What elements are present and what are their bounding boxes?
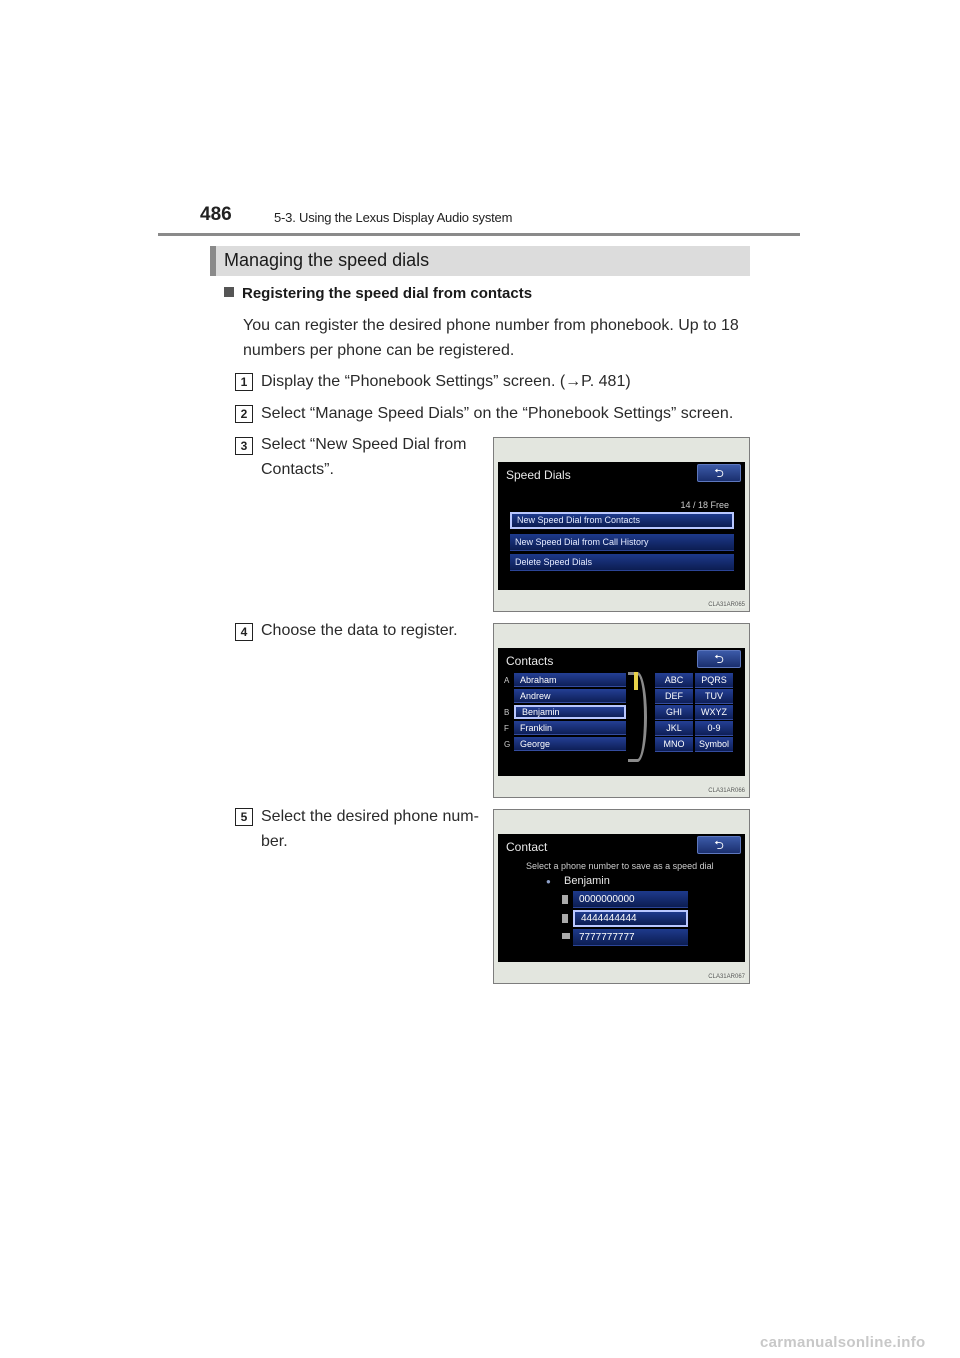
step-text-1: Display the “Phonebook Settings” screen. (→P. 481) bbox=[261, 373, 631, 390]
phone-number-mobile[interactable]: 0000000000 bbox=[573, 891, 688, 908]
instruction-text: Select a phone number to save as a speed dial bbox=[526, 861, 714, 871]
phone-number-home[interactable]: 7777777777 bbox=[573, 929, 688, 946]
person-icon: ● bbox=[546, 877, 551, 886]
step-text-3-line-2: Contacts”. bbox=[261, 461, 334, 478]
step-number-4: 4 bbox=[235, 623, 253, 641]
step-number-1: 1 bbox=[235, 373, 253, 391]
subheading-text: Registering the speed dial from contacts bbox=[242, 285, 533, 302]
step-number-5: 5 bbox=[235, 808, 253, 826]
contact-name: Benjamin bbox=[564, 875, 610, 887]
square-bullet-icon bbox=[224, 287, 234, 297]
index-letter[interactable]: G bbox=[504, 740, 511, 749]
page-number: 486 bbox=[200, 204, 232, 225]
index-key-mno[interactable]: MNO bbox=[655, 737, 693, 752]
new-speed-dial-from-call-history-button[interactable]: New Speed Dial from Call History bbox=[510, 534, 734, 551]
new-speed-dial-from-contacts-button[interactable]: New Speed Dial from Contacts bbox=[510, 512, 734, 529]
index-key-ghi[interactable]: GHI bbox=[655, 705, 693, 720]
speed-dials-title: Speed Dials bbox=[506, 468, 571, 482]
intro-line-2: numbers per phone can be registered. bbox=[243, 342, 515, 359]
contact-item-andrew[interactable]: Andrew bbox=[514, 689, 626, 703]
index-key-tuv[interactable]: TUV bbox=[695, 689, 733, 704]
index-key-abc[interactable]: ABC bbox=[655, 673, 693, 688]
index-key-0-9[interactable]: 0-9 bbox=[695, 721, 733, 736]
contact-display bbox=[498, 834, 745, 962]
step-text-5-line-2: ber. bbox=[261, 833, 288, 850]
index-letter[interactable]: A bbox=[504, 676, 510, 685]
scroll-handle[interactable] bbox=[634, 672, 638, 690]
phone-number-office[interactable]: 4444444444 bbox=[573, 910, 688, 927]
header-rule bbox=[158, 233, 800, 236]
contact-item-benjamin[interactable]: Benjamin bbox=[514, 705, 626, 719]
image-code: CLA31AR065 bbox=[708, 602, 745, 608]
step-text-5-line-1: Select the desired phone num- bbox=[261, 808, 479, 825]
mobile-phone-icon bbox=[562, 895, 568, 904]
image-code: CLA31AR066 bbox=[708, 788, 745, 794]
index-letter[interactable]: B bbox=[504, 708, 510, 717]
contact-title: Contact bbox=[506, 840, 548, 854]
step-text-4: Choose the data to register. bbox=[261, 622, 458, 639]
speed-dials-screenshot bbox=[493, 437, 750, 612]
index-key-pqrs[interactable]: PQRS bbox=[695, 673, 733, 688]
intro-line-1: You can register the desired phone number from phonebook. Up to 18 bbox=[243, 317, 739, 334]
back-button[interactable]: ⮌ bbox=[697, 836, 741, 854]
contacts-display bbox=[498, 648, 745, 776]
home-icon bbox=[562, 933, 570, 939]
index-key-def[interactable]: DEF bbox=[655, 689, 693, 704]
section-title: Managing the speed dials bbox=[224, 250, 430, 270]
speed-dial-counter: 14 / 18 Free bbox=[680, 500, 729, 510]
watermark: carmanualsonline.info bbox=[760, 1334, 926, 1351]
index-key-wxyz[interactable]: WXYZ bbox=[695, 705, 733, 720]
back-button[interactable]: ⮌ bbox=[697, 650, 741, 668]
index-key-symbol[interactable]: Symbol bbox=[695, 737, 733, 752]
step-text-3-line-1: Select “New Speed Dial from bbox=[261, 436, 467, 453]
step-number-3: 3 bbox=[235, 437, 253, 455]
step-text-2: Select “Manage Speed Dials” on the “Phonebook Settings” screen. bbox=[261, 405, 734, 422]
index-letter[interactable]: F bbox=[504, 724, 509, 733]
office-phone-icon bbox=[562, 914, 568, 923]
speed-dials-display bbox=[498, 462, 745, 590]
chapter-title: 5-3. Using the Lexus Display Audio system bbox=[274, 210, 513, 225]
contact-item-franklin[interactable]: Franklin bbox=[514, 721, 626, 735]
contact-screenshot bbox=[493, 809, 750, 984]
back-button[interactable]: ⮌ bbox=[697, 464, 741, 482]
delete-speed-dials-button[interactable]: Delete Speed Dials bbox=[510, 554, 734, 571]
contact-item-abraham[interactable]: Abraham bbox=[514, 673, 626, 687]
step-number-2: 2 bbox=[235, 405, 253, 423]
subheading bbox=[224, 285, 532, 302]
image-code: CLA31AR067 bbox=[708, 974, 745, 980]
contacts-title: Contacts bbox=[506, 654, 554, 668]
section-header bbox=[210, 246, 750, 276]
contacts-screenshot bbox=[493, 623, 750, 798]
contact-item-george[interactable]: George bbox=[514, 737, 626, 751]
index-key-jkl[interactable]: JKL bbox=[655, 721, 693, 736]
